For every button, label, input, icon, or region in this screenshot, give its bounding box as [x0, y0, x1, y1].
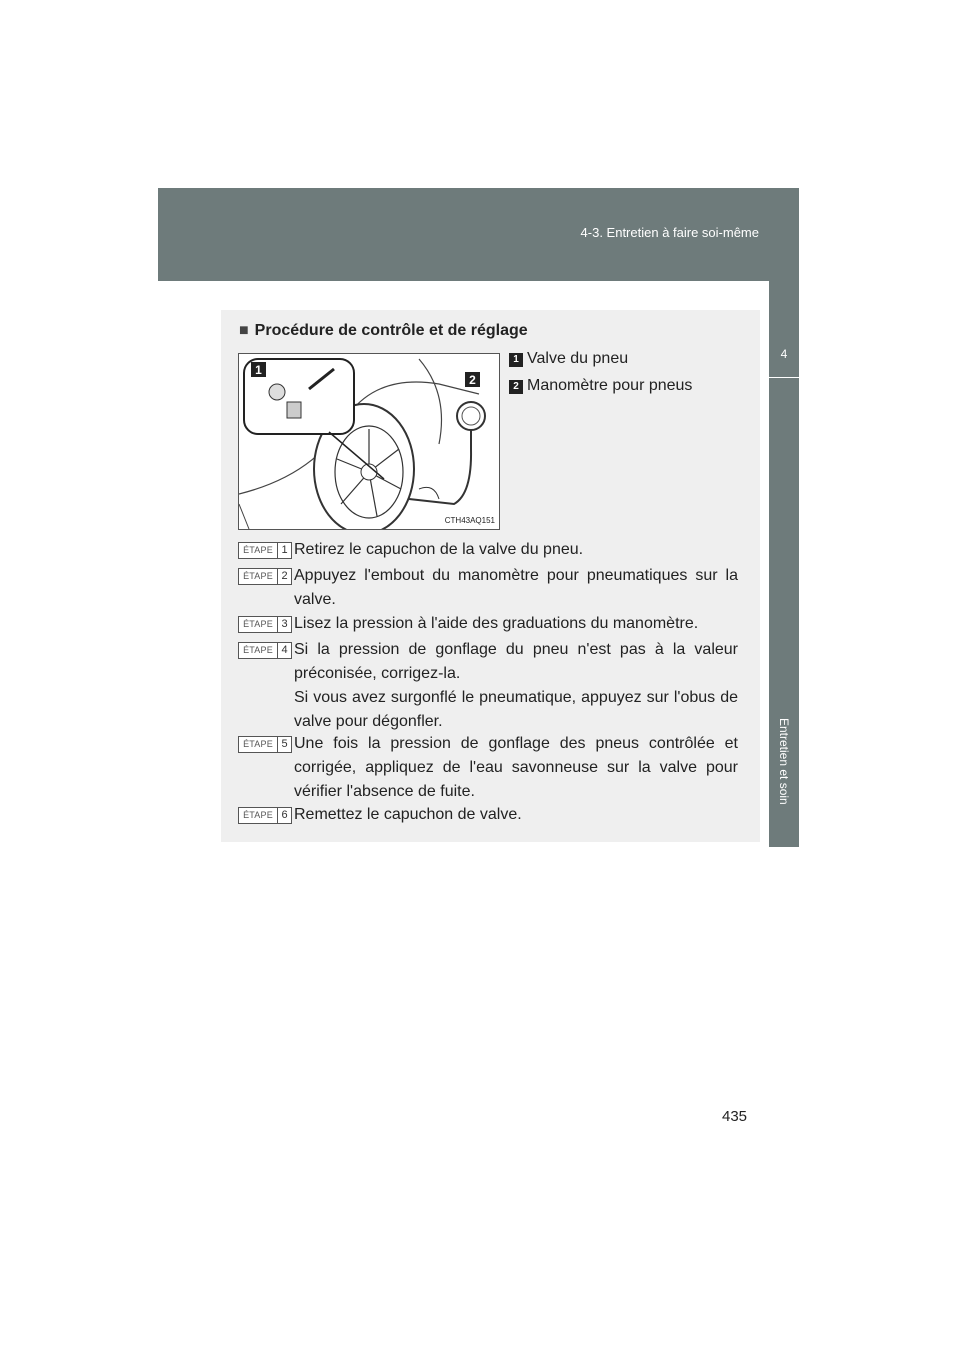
step-label: ÉTAPE	[239, 643, 277, 658]
step-number: 1	[277, 543, 291, 558]
step-label: ÉTAPE	[239, 808, 277, 823]
step-number: 6	[277, 808, 291, 823]
step-text-note: Si vous avez surgonflé le pneumatique, appuyez sur l'obus de valve pour dégonfler.	[294, 689, 738, 730]
figure-code: CTH43AQ151	[444, 516, 495, 525]
chapter-tab	[769, 281, 799, 377]
title-text: Procédure de contrôle et de réglage	[254, 322, 528, 339]
step-text: Lisez la pression à l'aide des graduations du manomètre.	[294, 615, 699, 632]
section-heading: 4-3. Entretien à faire soi-même	[580, 225, 759, 240]
step-number: 2	[277, 569, 291, 584]
step-badge	[238, 616, 292, 633]
step-badge	[238, 642, 292, 659]
legend-item-2	[509, 377, 692, 395]
step-2	[238, 564, 738, 612]
step-number: 3	[277, 617, 291, 632]
step-6	[238, 803, 738, 827]
chapter-label: Entretien et soin	[777, 718, 791, 805]
step-text: Remettez le capuchon de valve.	[294, 806, 522, 823]
header-band	[158, 188, 799, 281]
step-4	[238, 638, 738, 734]
chapter-number: 4	[780, 347, 788, 361]
step-number: 5	[277, 737, 291, 752]
step-1	[238, 538, 738, 562]
step-text: Retirez le capuchon de la valve du pneu.	[294, 541, 584, 558]
callout-1: 1	[255, 363, 262, 377]
section-title	[239, 322, 528, 340]
illustration-svg	[239, 354, 499, 529]
legend-text-1: Valve du pneu	[527, 350, 629, 367]
page-number: 435	[722, 1108, 748, 1125]
step-5	[238, 732, 738, 804]
step-text: Une fois la pression de gonflage des pneus contrôlée et corrigée, appliquez de l'eau savonneuse sur la valve pour vérifier l'absence de fuite.	[294, 735, 738, 800]
callout-2: 2	[469, 373, 476, 387]
step-text: Si la pression de gonflage du pneu n'est pas à la valeur préconisée, corrigez-la.	[294, 641, 738, 682]
legend-text-2: Manomètre pour pneus	[527, 377, 693, 394]
step-label: ÉTAPE	[239, 737, 277, 752]
step-badge	[238, 807, 292, 824]
square-marker-icon: ■	[239, 322, 249, 339]
legend-item-1	[509, 350, 628, 368]
step-label: ÉTAPE	[239, 569, 277, 584]
chapter-label-tab	[769, 378, 799, 847]
step-badge	[238, 568, 292, 585]
step-badge	[238, 736, 292, 753]
tire-pressure-illustration	[238, 353, 500, 530]
step-label: ÉTAPE	[239, 543, 277, 558]
step-label: ÉTAPE	[239, 617, 277, 632]
step-badge	[238, 542, 292, 559]
step-3	[238, 612, 738, 636]
legend-badge-2: 2	[509, 380, 523, 394]
content-box	[221, 310, 760, 842]
step-number: 4	[277, 643, 291, 658]
legend-badge-1: 1	[509, 353, 523, 367]
step-text: Appuyez l'embout du manomètre pour pneumatiques sur la valve.	[294, 567, 738, 608]
